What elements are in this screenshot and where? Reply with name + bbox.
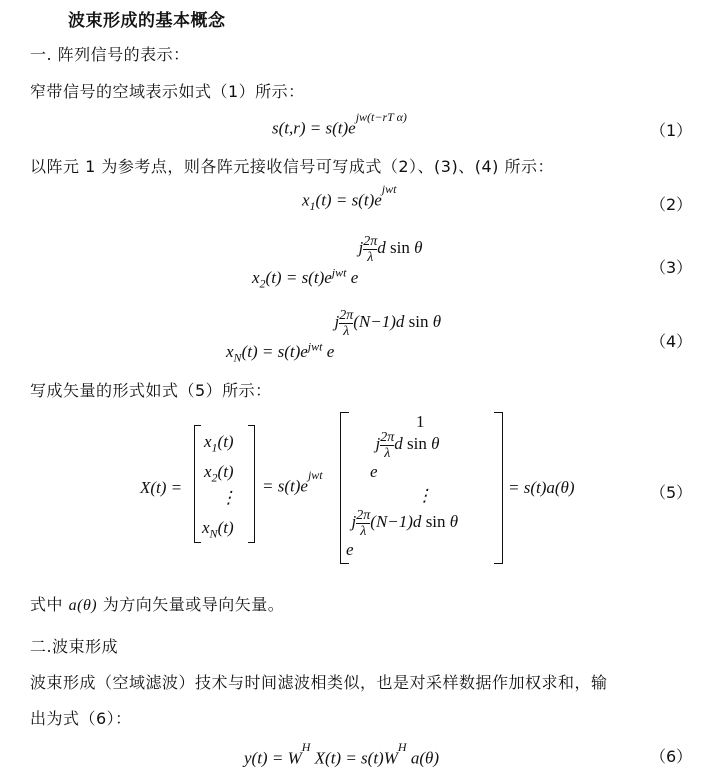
equation-2: $x_1(t) = s(t)e^{jwt}$ xyxy=(302,182,397,214)
eq5-matrix-row-n: ej $\frac{2\pi}{\lambda}$ (N−1)d sin θ xyxy=(346,508,459,560)
equation-1: $s(t,r) = s(t)e^{jw(t-rT \alpha)}$ xyxy=(272,110,407,138)
eq5-lhs: X(t) = xyxy=(140,478,183,497)
paragraph-4-post: 为方向矢量或导向矢量。 xyxy=(102,595,285,614)
eq5-vector-right-bracket xyxy=(248,425,255,543)
eq5-vector-xn: $x_N(t)$ xyxy=(202,518,234,541)
section-heading-1: 一. 阵列信号的表示： xyxy=(30,45,190,64)
eq5-rhs: = s(t)a(θ) xyxy=(508,478,575,497)
eq5-matrix-one: 1 xyxy=(416,412,425,431)
eq5-vector-left-bracket xyxy=(194,425,201,543)
paragraph-5-line-1: 波束形成（空域滤波）技术与时间滤波相类似，也是对采样数据作加权求和，输 xyxy=(30,673,608,692)
equation-number-4: （4） xyxy=(650,332,693,351)
section-heading-2: 二.波束形成 xyxy=(30,637,119,656)
eq5-vector-dots: ⋮ xyxy=(220,488,237,507)
paragraph-5-line-2: 出为式（6）： xyxy=(30,709,132,728)
equation-number-6: （6） xyxy=(650,747,693,766)
equation-3: $x_2(t) = s(t)e^{jwt}$ e j $\frac{2\pi}{\lambda}$ d sin θ xyxy=(252,234,423,291)
paragraph-2: 以阵元 1 为参考点，则各阵元接收信号可写成式（2）、(3)、(4) 所示： xyxy=(30,157,554,176)
eq5-vector-x2: $x_2(t)$ xyxy=(204,462,234,485)
paragraph-4-pre: 式中 xyxy=(30,595,64,614)
equation-6: $y(t) = W^H$ $X(t) = s(t)W^H$ a(θ) xyxy=(244,740,439,768)
eq5-vector-x1: $x_1(t)$ xyxy=(204,432,234,455)
paragraph-3: 写成矢量的形式如式（5）所示： xyxy=(30,381,272,400)
eq5-middle: = $s(t)e^{jwt}$ xyxy=(262,468,323,496)
equation-4: $x_N(t) = s(t)e^{jwt}$ e j $\frac{2\pi}{\lambda}$ (N−1)d sin θ xyxy=(226,308,442,365)
paragraph-4-symbol: a(θ) xyxy=(68,597,98,614)
equation-number-1: （1） xyxy=(650,121,693,140)
equation-number-2: （2） xyxy=(650,195,693,214)
paragraph-1: 窄带信号的空域表示如式（1）所示： xyxy=(30,82,305,101)
eq5-matrix-row2: ej $\frac{2\pi}{\lambda}$ d sin θ xyxy=(370,430,440,482)
equation-number-3: （3） xyxy=(650,258,693,277)
page-title: 波束形成的基本概念 xyxy=(68,11,226,31)
equation-number-5: （5） xyxy=(650,483,693,502)
eq5-matrix-dots: ⋮ xyxy=(416,486,433,505)
paragraph-4 xyxy=(30,592,284,615)
eq5-matrix-right-bracket xyxy=(494,412,503,564)
